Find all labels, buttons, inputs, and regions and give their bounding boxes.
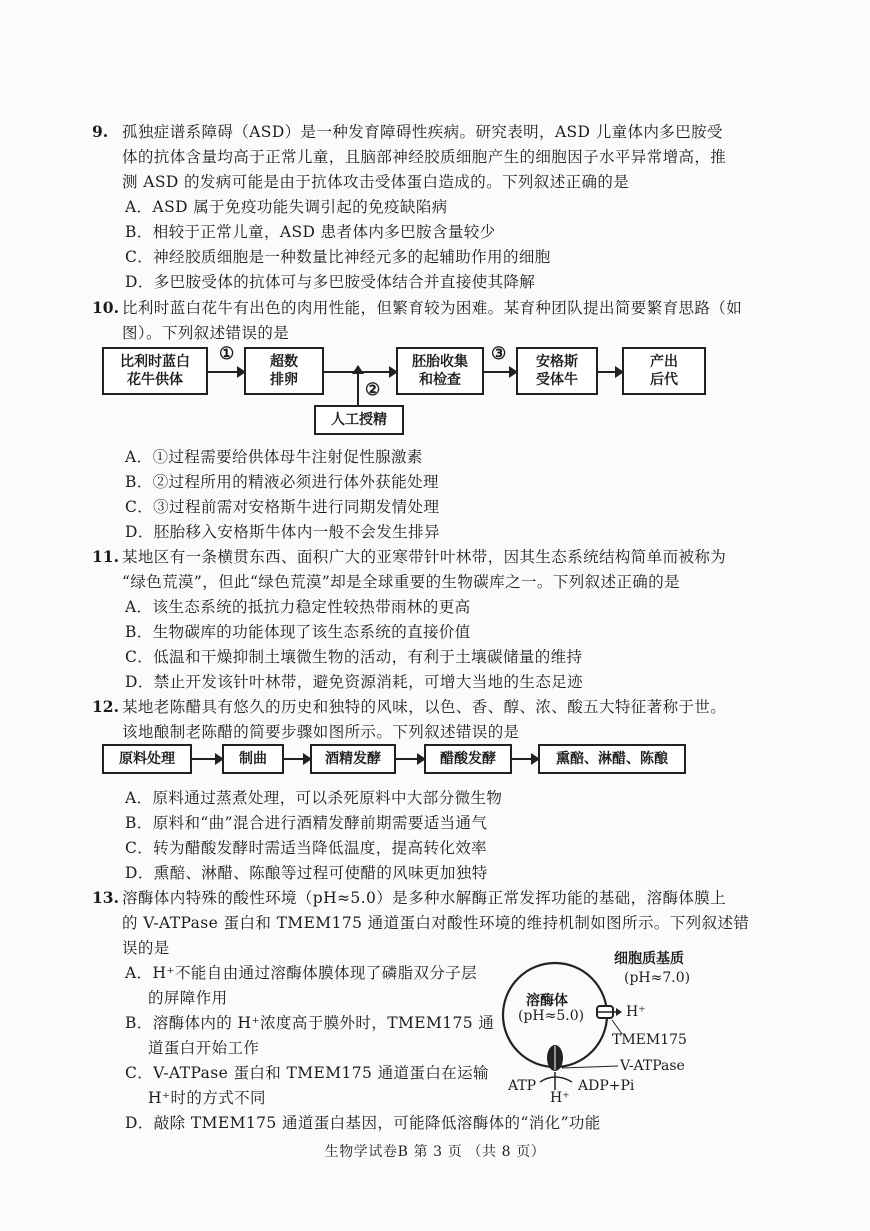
lysosome-label: 溶酶体 — [526, 993, 568, 1009]
option-a-cont: 的屏障作用 — [148, 989, 228, 1007]
question-text: 某地老陈醋具有悠久的历史和独特的风味，以色、香、醇、浓、酸五大特征著称于世。 — [122, 698, 727, 716]
adp-label: ADP+Pi — [578, 1078, 635, 1094]
question-text: 体的抗体含量均高于正常儿童，且脑部神经胶质细胞产生的细胞因子水平异常增高，推 — [122, 148, 727, 166]
flow-step-koji: 制曲 — [222, 744, 284, 774]
flow-box-embryo-collection: 胚胎收集 和检查 — [396, 347, 484, 395]
flow-box-donor: 比利时蓝白 花牛供体 — [102, 347, 208, 395]
question-text: 孤独症谱系障碍（ASD）是一种发育障碍性疾病。研究表明，ASD 儿童体内多巴胺受 — [122, 123, 723, 141]
question-text: “绿色荒漠”，但此“绿色荒漠”却是全球重要的生物碳库之一。下列叙述正确的是 — [122, 573, 680, 591]
option-c: C．③过程前需对安格斯牛进行同期发情处理 — [125, 498, 440, 516]
question-number: 13. — [92, 888, 119, 907]
h-out-label: H⁺ — [626, 1004, 646, 1020]
flow-box-insemination: 人工授精 — [314, 405, 404, 435]
flow-arrow — [484, 371, 516, 373]
option-d: D．熏醅、淋醋、陈酿等过程可使醋的风味更加独特 — [125, 864, 488, 882]
step-marker-2: ② — [365, 380, 381, 400]
atp-arrow — [540, 1077, 572, 1082]
tmem175-label: TMEM175 — [612, 1032, 687, 1048]
question-text: 比利时蓝白花牛有出色的肉用性能，但繁育较为困难。某育种团队提出简要繁育思路（如 — [122, 299, 743, 317]
option-d: D．禁止开发该针叶林带，避免资源消耗，可增大当地的生态足迹 — [125, 673, 584, 691]
vatpase-pointer — [562, 1066, 618, 1068]
flow-arrow — [512, 758, 538, 760]
page-footer: 生物学试卷B 第 3 页 （共 8 页） — [324, 1144, 546, 1160]
option-b: B．②过程所用的精液必须进行体外获能处理 — [125, 473, 439, 491]
flow-box-recipient: 安格斯 受体牛 — [516, 347, 598, 395]
cytoplasm-ph: (pH≈7.0) — [624, 970, 691, 986]
cytoplasm-label: 细胞质基质 — [614, 951, 684, 967]
option-d: D．多巴胺受体的抗体可与多巴胺受体结合并直接使其降解 — [125, 273, 536, 291]
flow-step-alcohol: 酒精发酵 — [310, 744, 396, 774]
question-number: 11. — [92, 547, 119, 566]
flow-arrow — [598, 371, 622, 373]
flow-step-acetic: 醋酸发酵 — [424, 744, 512, 774]
option-b: B．溶酶体内的 H⁺浓度高于膜外时，TMEM175 通 — [125, 1014, 495, 1032]
question-text: 图）。下列叙述错误的是 — [122, 324, 290, 342]
option-c-cont: H⁺时的方式不同 — [148, 1089, 266, 1107]
question-text: 误的是 — [122, 939, 170, 957]
option-b: B．生物碳库的功能体现了该生态系统的直接价值 — [125, 623, 471, 641]
option-a: A．该生态系统的抵抗力稳定性较热带雨林的更高 — [125, 598, 471, 616]
option-d: D．敲除 TMEM175 通道蛋白基因，可能降低溶酶体的“消化”功能 — [125, 1114, 601, 1132]
vatpase-label: V-ATPase — [620, 1058, 685, 1074]
flow-arrow-up — [357, 373, 359, 405]
option-a: A．H⁺不能自由通过溶酶体膜体现了磷脂双分子层 — [125, 964, 478, 982]
question-number: 12. — [92, 697, 119, 716]
step-marker-3: ③ — [491, 344, 507, 364]
question-text: 某地区有一条横贯东西、面积广大的亚寒带针叶林带，因其生态系统结构简单而被称为 — [122, 548, 727, 566]
atp-label: ATP — [508, 1078, 537, 1094]
flow-arrow — [208, 371, 244, 373]
question-number: 9. — [92, 122, 109, 141]
option-c: C．低温和干燥抑制土壤微生物的活动，有利于土壤碳储量的维持 — [125, 648, 583, 666]
flow-box-superovulation: 超数 排卵 — [244, 347, 324, 395]
question-text: 测 ASD 的发病可能是由于抗体攻击受体蛋白造成的。下列叙述正确的是 — [122, 173, 630, 191]
step-marker-1: ① — [219, 344, 235, 364]
lysosome-ph: (pH≈5.0) — [518, 1008, 585, 1024]
question-text: 的 V-ATPase 蛋白和 TMEM175 通道蛋白对酸性环境的维持机制如图所示。下列叙述错 — [122, 914, 750, 932]
flow-arrow — [284, 758, 310, 760]
option-b: B．原料和“曲”混合进行酒精发酵前期需要适当通气 — [125, 814, 488, 832]
question-text: 溶酶体内特殊的酸性环境（pH≈5.0）是多种水解酶正常发挥功能的基础，溶酶体膜上 — [122, 889, 727, 907]
flow-arrow — [192, 758, 222, 760]
question-number: 10. — [92, 298, 119, 317]
flow-step-raw-material: 原料处理 — [102, 744, 192, 774]
tmem175-arrowhead — [616, 1008, 622, 1016]
h-in-label: H⁺ — [550, 1090, 570, 1106]
option-b: B．相较于正常儿童，ASD 患者体内多巴胺含量较少 — [125, 223, 496, 241]
option-a: A．原料通过蒸煮处理，可以杀死原料中大部分微生物 — [125, 789, 503, 807]
option-b-cont: 道蛋白开始工作 — [148, 1039, 260, 1057]
option-c: C．V-ATPase 蛋白和 TMEM175 通道蛋白在运输 — [125, 1064, 489, 1082]
flow-arrow — [396, 758, 424, 760]
option-a: A．①过程需要给供体母牛注射促性腺激素 — [125, 448, 423, 466]
flow-step-aging: 熏醅、淋醋、陈酿 — [538, 744, 686, 774]
question-text: 该地酿制老陈醋的简要步骤如图所示。下列叙述错误的是 — [122, 723, 520, 741]
option-c: C．神经胶质细胞是一种数量比神经元多的起辅助作用的细胞 — [125, 248, 551, 266]
option-a: A．ASD 属于免疫功能失调引起的免疫缺陷病 — [125, 198, 448, 216]
flow-box-offspring: 产出 后代 — [622, 347, 706, 395]
option-c: C．转为醋酸发酵时需适当降低温度，提高转化效率 — [125, 839, 488, 857]
option-d: D．胚胎移入安格斯牛体内一般不会发生排异 — [125, 523, 440, 541]
